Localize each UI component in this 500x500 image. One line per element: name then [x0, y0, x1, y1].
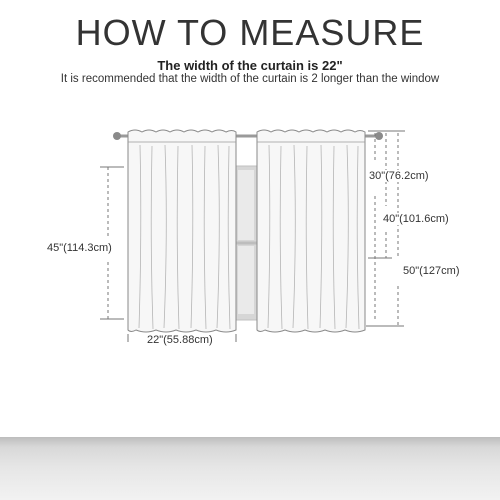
recommendation-note: It is recommended that the width of the curtain is 2 longer than the window: [60, 73, 440, 85]
length-40-label: 40"(101.6cm): [383, 213, 449, 225]
right-curtain-panel: [257, 130, 365, 332]
length-50-label: 50"(127cm): [403, 265, 460, 277]
left-curtain-panel: [128, 130, 236, 332]
page-title: HOW TO MEASURE: [75, 12, 425, 53]
curtain-length-label: 45"(114.3cm): [47, 242, 112, 254]
right-dimension-lines: [366, 131, 405, 326]
window-frame: [234, 166, 258, 320]
width-subtitle: The width of the curtain is 22": [157, 58, 343, 73]
length-30-label: 30"(76.2cm): [369, 170, 429, 182]
floor: [0, 437, 500, 500]
panel-width-label: 22"(55.88cm): [147, 334, 213, 346]
